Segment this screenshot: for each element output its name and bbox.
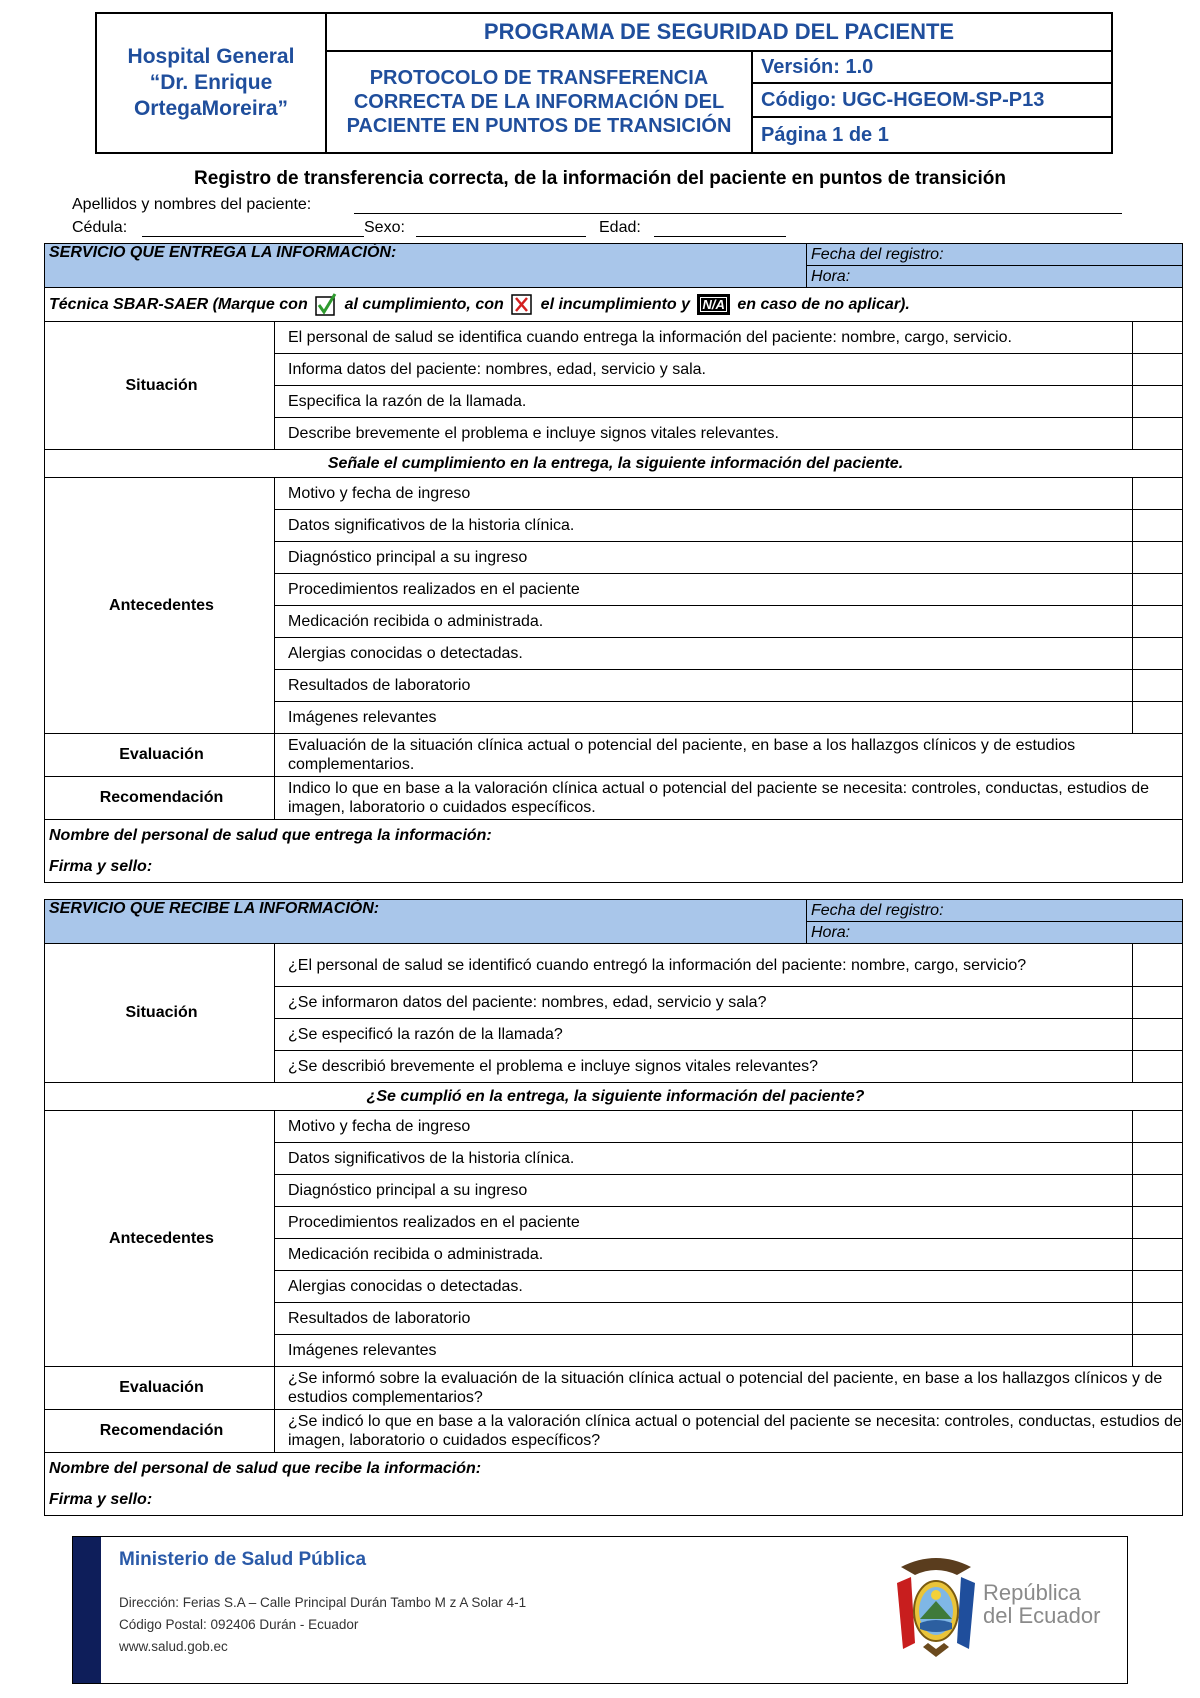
deliver-antecedentes-item: Imágenes relevantes xyxy=(275,702,1133,734)
receive-antecedentes-check[interactable] xyxy=(1133,1207,1183,1239)
deliver-situacion-check[interactable] xyxy=(1133,322,1183,354)
ministry-name: Ministerio de Salud Pública xyxy=(119,1549,367,1570)
deliver-header: SERVICIO QUE ENTREGA LA INFORMACIÓN: xyxy=(45,244,807,266)
receive-situacion-item: ¿El personal de salud se identificó cuando entregó la información del paciente: nombre, cargo, servicio? xyxy=(275,944,1133,987)
hospital-name: Hospital General “Dr. Enrique OrtegaMoreira” xyxy=(97,14,327,152)
technique-text-c: el incumplimiento y xyxy=(540,295,691,313)
check-icon xyxy=(315,293,337,317)
receive-antecedentes-check[interactable] xyxy=(1133,1239,1183,1271)
deliver-situacion-label: Situación xyxy=(45,322,275,450)
na-badge: N/A xyxy=(697,294,729,315)
receive-antecedentes-item: Alergias conocidas o detectadas. xyxy=(275,1271,1133,1303)
deliver-antecedentes-check[interactable] xyxy=(1133,478,1183,510)
deliver-antecedentes-item: Diagnóstico principal a su ingreso xyxy=(275,542,1133,574)
ecuador-coat-of-arms-icon xyxy=(895,1553,977,1665)
deliver-evaluacion-label: Evaluación xyxy=(45,734,275,777)
technique-text-a: Técnica SBAR-SAER (Marque con xyxy=(49,295,308,313)
republic-ecuador-text: República del Ecuador xyxy=(983,1580,1101,1628)
deliver-signature-block[interactable] xyxy=(45,820,1183,883)
deliver-antecedentes-item: Resultados de laboratorio xyxy=(275,670,1133,702)
deliver-situacion-item: Especifica la razón de la llamada. xyxy=(275,386,1133,418)
deliver-note: Señale el cumplimiento en la entrega, la siguiente información del paciente. xyxy=(45,450,1183,478)
deliver-situacion-item: Informa datos del paciente: nombres, edad, servicio y sala. xyxy=(275,354,1133,386)
deliver-antecedentes-item: Motivo y fecha de ingreso xyxy=(275,478,1133,510)
technique-legend xyxy=(45,288,1183,322)
receive-sign-label: Firma y sello: xyxy=(49,1491,153,1508)
deliver-sign-label: Firma y sello: xyxy=(49,858,153,875)
deliver-situacion-check[interactable] xyxy=(1133,418,1183,450)
receive-situacion-item: ¿Se describió brevemente el problema e incluye signos vitales relevantes? xyxy=(275,1051,1133,1083)
deliver-antecedentes-check[interactable] xyxy=(1133,702,1183,734)
document-header xyxy=(95,12,1113,154)
deliver-situacion-check[interactable] xyxy=(1133,386,1183,418)
deliver-antecedentes-item: Datos significativos de la historia clínica. xyxy=(275,510,1133,542)
receive-note: ¿Se cumplió en la entrega, la siguiente información del paciente? xyxy=(45,1083,1183,1111)
receive-situacion-item: ¿Se especificó la razón de la llamada? xyxy=(275,1019,1133,1051)
receive-antecedentes-item: Resultados de laboratorio xyxy=(275,1303,1133,1335)
deliver-antecedentes-check[interactable] xyxy=(1133,510,1183,542)
receive-signature-block[interactable] xyxy=(45,1453,1183,1516)
footer xyxy=(72,1536,1128,1684)
deliver-table xyxy=(44,243,1183,883)
deliver-evaluacion-text: Evaluación de la situación clínica actual o potencial del paciente, en base a los hallazgos clínicos y de estudios complementarios. xyxy=(275,734,1183,777)
receive-situacion-item: ¿Se informaron datos del paciente: nombres, edad, servicio y sala? xyxy=(275,987,1133,1019)
patient-id-label: Cédula: xyxy=(72,219,128,236)
receive-antecedentes-check[interactable] xyxy=(1133,1271,1183,1303)
patient-names-field[interactable] xyxy=(354,198,1122,214)
receive-staff-label: Nombre del personal de salud que recibe la información: xyxy=(49,1460,482,1477)
program-title: PROGRAMA DE SEGURIDAD DEL PACIENTE xyxy=(327,14,1111,52)
receive-antecedentes-item: Motivo y fecha de ingreso xyxy=(275,1111,1133,1143)
deliver-header-filler xyxy=(45,266,807,288)
patient-id-field[interactable] xyxy=(142,221,364,237)
deliver-antecedentes-item: Alergias conocidas o detectadas. xyxy=(275,638,1133,670)
receive-recomendacion-label: Recomendación xyxy=(45,1410,275,1453)
receive-antecedentes-item: Medicación recibida o administrada. xyxy=(275,1239,1133,1271)
receive-table xyxy=(44,899,1183,1516)
receive-recomendacion-text: ¿Se indicó lo que en base a la valoración clínica actual o potencial del paciente se necesita: controles, conductas, estudios de imagen, laboratorio o cuidados específicos? xyxy=(275,1410,1183,1453)
receive-antecedentes-item: Imágenes relevantes xyxy=(275,1335,1133,1367)
receive-header-filler xyxy=(45,922,807,944)
patient-sex-field[interactable] xyxy=(416,221,586,237)
version-label: Versión: 1.0 xyxy=(753,52,1111,84)
deliver-antecedentes-check[interactable] xyxy=(1133,542,1183,574)
page-label: Página 1 de 1 xyxy=(761,123,889,146)
receive-antecedentes-check[interactable] xyxy=(1133,1335,1183,1367)
deliver-recomendacion-text: Indico lo que en base a la valoración clínica actual o potencial del paciente se necesita: controles, conductas, estudios de imagen, laboratorio o cuidados específicos. xyxy=(275,777,1183,820)
deliver-recomendacion-label: Recomendación xyxy=(45,777,275,820)
receive-time-label[interactable]: Hora: xyxy=(807,922,1183,944)
x-mark-icon xyxy=(511,294,533,316)
patient-sex-label: Sexo: xyxy=(364,219,405,236)
receive-antecedentes-check[interactable] xyxy=(1133,1143,1183,1175)
code-label: Código: UGC-HGEOM-SP-P13 xyxy=(753,84,1111,118)
receive-antecedentes-item: Diagnóstico principal a su ingreso xyxy=(275,1175,1133,1207)
receive-antecedentes-check[interactable] xyxy=(1133,1303,1183,1335)
deliver-antecedentes-check[interactable] xyxy=(1133,574,1183,606)
footer-accent-bar xyxy=(73,1537,101,1683)
deliver-situacion-check[interactable] xyxy=(1133,354,1183,386)
footer-web[interactable]: www.salud.gob.ec xyxy=(119,1639,228,1654)
receive-antecedentes-check[interactable] xyxy=(1133,1175,1183,1207)
receive-situacion-check[interactable] xyxy=(1133,1051,1183,1083)
form-title: Registro de transferencia correcta, de la información del paciente en puntos de transición xyxy=(194,168,1006,189)
receive-header: SERVICIO QUE RECIBE LA INFORMACIÓN: xyxy=(45,900,807,922)
receive-situacion-label: Situación xyxy=(45,944,275,1083)
deliver-antecedentes-item: Procedimientos realizados en el paciente xyxy=(275,574,1133,606)
deliver-antecedentes-check[interactable] xyxy=(1133,670,1183,702)
deliver-antecedentes-label: Antecedentes xyxy=(45,478,275,734)
technique-text-b: al cumplimiento, con xyxy=(344,295,504,313)
receive-antecedentes-label: Antecedentes xyxy=(45,1111,275,1367)
footer-postal: Código Postal: 092406 Durán - Ecuador xyxy=(119,1617,359,1632)
technique-text-d: en caso de no aplicar). xyxy=(737,295,910,313)
deliver-antecedentes-check[interactable] xyxy=(1133,638,1183,670)
deliver-staff-label: Nombre del personal de salud que entrega la información: xyxy=(49,827,492,844)
receive-situacion-check[interactable] xyxy=(1133,944,1183,987)
receive-evaluacion-text: ¿Se informó sobre la evaluación de la situación clínica actual o potencial del paciente, en base a los hallazgos clínicos y de estudios complementarios? xyxy=(275,1367,1183,1410)
deliver-antecedentes-item: Medicación recibida o administrada. xyxy=(275,606,1133,638)
patient-age-label: Edad: xyxy=(599,219,641,236)
deliver-date-label[interactable]: Fecha del registro: xyxy=(807,244,1183,266)
receive-antecedentes-item: Procedimientos realizados en el paciente xyxy=(275,1207,1133,1239)
patient-age-field[interactable] xyxy=(654,221,786,237)
receive-antecedentes-check[interactable] xyxy=(1133,1111,1183,1143)
receive-situacion-check[interactable] xyxy=(1133,987,1183,1019)
deliver-situacion-item: El personal de salud se identifica cuando entrega la información del paciente: nombre, cargo, servicio. xyxy=(275,322,1133,354)
receive-antecedentes-item: Datos significativos de la historia clínica. xyxy=(275,1143,1133,1175)
deliver-situacion-item: Describe brevemente el problema e incluye signos vitales relevantes. xyxy=(275,418,1133,450)
deliver-antecedentes-check[interactable] xyxy=(1133,606,1183,638)
receive-evaluacion-label: Evaluación xyxy=(45,1367,275,1410)
protocol-title: PROTOCOLO DE TRANSFERENCIA CORRECTA DE LA INFORMACIÓN DEL PACIENTE EN PUNTOS DE TRANSICIÓN xyxy=(327,52,753,152)
receive-date-label[interactable]: Fecha del registro: xyxy=(807,900,1183,922)
receive-situacion-check[interactable] xyxy=(1133,1019,1183,1051)
patient-names-label: Apellidos y nombres del paciente: xyxy=(72,196,312,213)
deliver-time-label[interactable]: Hora: xyxy=(807,266,1183,288)
footer-address: Dirección: Ferias S.A – Calle Principal Durán Tambo M z A Solar 4-1 xyxy=(119,1595,527,1610)
